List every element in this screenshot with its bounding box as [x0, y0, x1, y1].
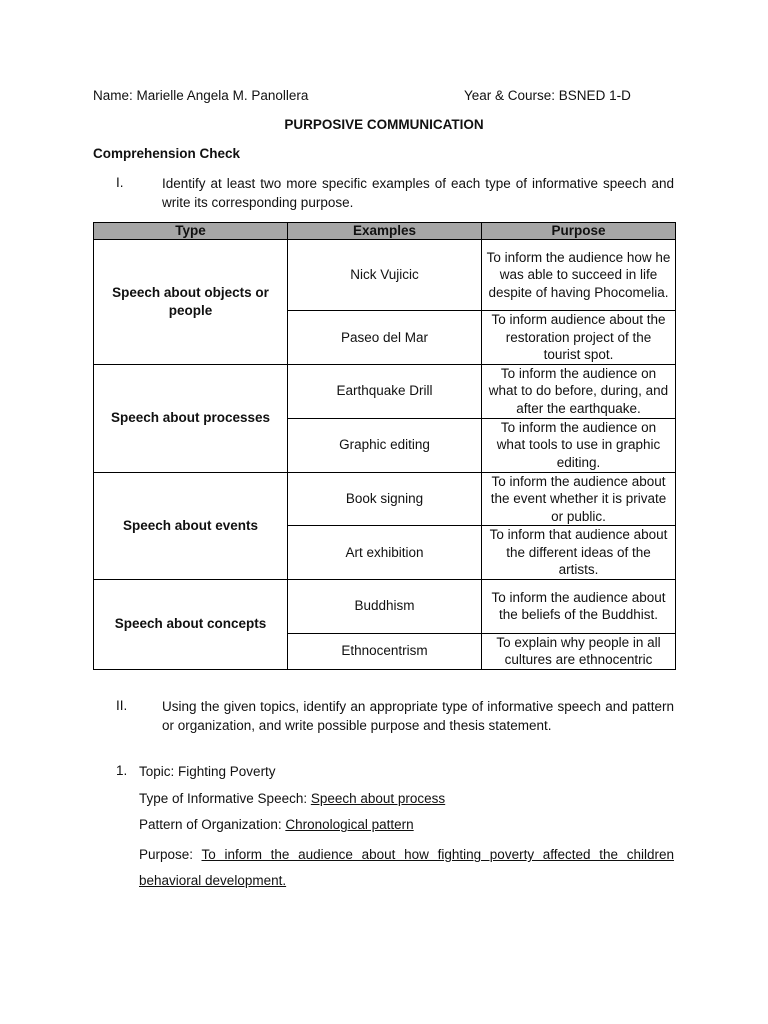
example-cell: Nick Vujicic [288, 240, 482, 311]
example-cell: Art exhibition [288, 526, 482, 580]
purpose-cell: To explain why people in all cultures are ethnocentric [482, 633, 676, 669]
table-header-row [94, 223, 676, 240]
item-purpose [139, 842, 674, 894]
table-row [94, 364, 676, 418]
example-cell: Graphic editing [288, 418, 482, 472]
type-cell: Speech about concepts [94, 579, 288, 669]
student-name: Name: Marielle Angela M. Panollera [93, 88, 309, 103]
type-cell: Speech about events [94, 472, 288, 579]
year-course: Year & Course: BSNED 1-D [464, 88, 631, 103]
item-topic: Topic: Fighting Poverty [139, 764, 276, 779]
section-heading: Comprehension Check [93, 146, 241, 161]
purpose-cell: To inform that audience about the different ideas of the artists. [482, 526, 676, 580]
purpose-cell: To inform the audience on what tools to use in graphic editing. [482, 418, 676, 472]
type-cell: Speech about objects or people [94, 240, 288, 365]
example-cell: Ethnocentrism [288, 633, 482, 669]
informative-speech-table [93, 222, 676, 670]
purpose-cell: To inform the audience about the event whether it is private or public. [482, 472, 676, 526]
item-number: 1. [116, 763, 128, 778]
section-2-numeral: II. [116, 698, 128, 713]
purpose-cell: To inform the audience how he was able to succeed in life despite of having Phocomelia. [482, 240, 676, 311]
header-purpose: Purpose [482, 223, 676, 240]
pattern-answer: Chronological pattern [285, 817, 414, 832]
example-cell: Book signing [288, 472, 482, 526]
item-pattern [139, 816, 414, 834]
section-1-instruction: Identify at least two more specific examples of each type of informative speech and write its corresponding purpose. [162, 176, 674, 210]
purpose-cell: To inform the audience on what to do before, during, and after the earthquake. [482, 364, 676, 418]
example-cell: Paseo del Mar [288, 311, 482, 365]
type-cell: Speech about processes [94, 364, 288, 472]
speech-type-answer: Speech about process [310, 791, 446, 806]
example-cell: Earthquake Drill [288, 364, 482, 418]
section-1-numeral: I. [116, 175, 124, 190]
header-examples: Examples [288, 223, 482, 240]
table-row [94, 472, 676, 526]
purpose-cell: To inform the audience about the beliefs of the Buddhist. [482, 579, 676, 633]
document-title: PURPOSIVE COMMUNICATION [284, 117, 484, 132]
speech-type-label: Type of Informative Speech: [139, 791, 311, 806]
header-type: Type [94, 223, 288, 240]
example-cell: Buddhism [288, 579, 482, 633]
purpose-cell: To inform audience about the restoration project of the tourist spot. [482, 311, 676, 365]
item-speech-type [139, 790, 445, 808]
purpose-answer: To inform the audience about how fighting poverty affected the children behavioral development. [139, 847, 674, 888]
section-2-instruction: Using the given topics, identify an appropriate type of informative speech and pattern or organization, and write possible purpose and thesis statement. [162, 699, 674, 733]
table-row [94, 579, 676, 633]
table-row [94, 240, 676, 311]
pattern-label: Pattern of Organization: [139, 817, 286, 832]
purpose-label: Purpose: [139, 847, 202, 862]
